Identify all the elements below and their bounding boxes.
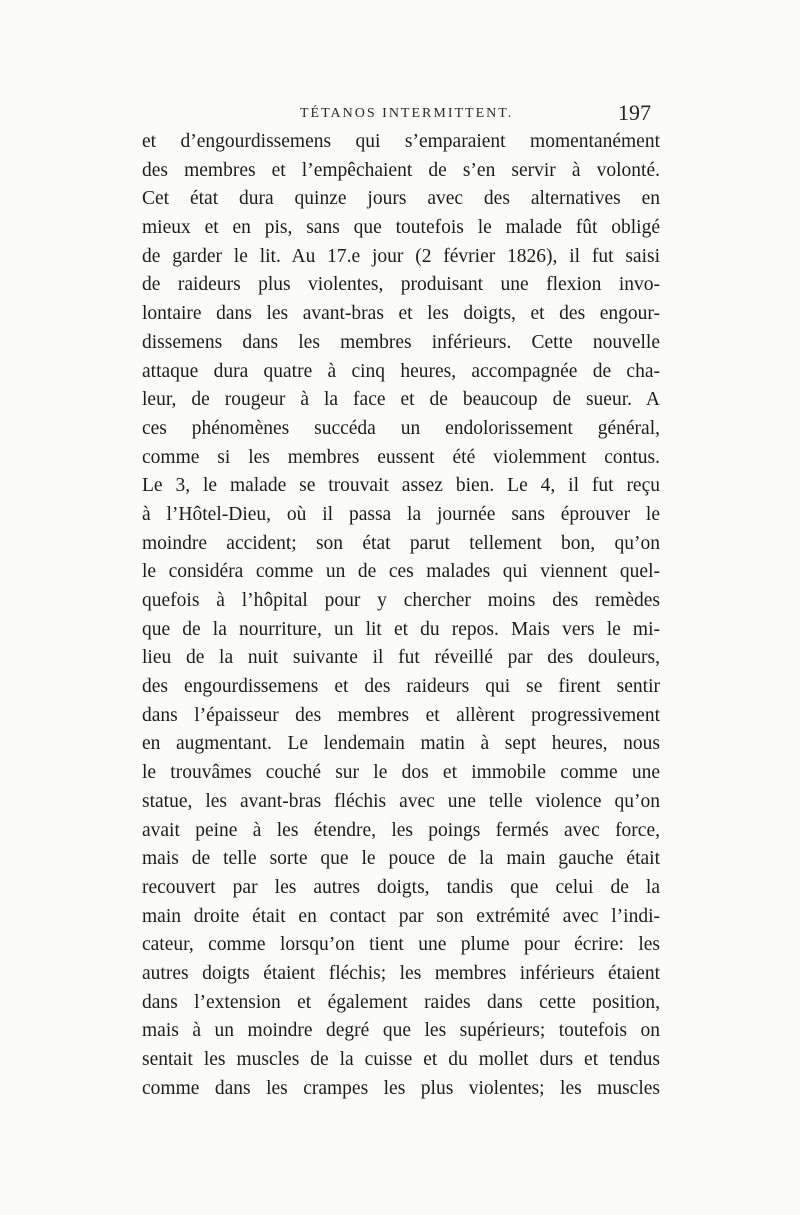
text-line: avait peine à les étendre, les poings fermés avec force,: [142, 819, 660, 841]
text-line: en augmentant. Le lendemain matin à sept heures, nous: [142, 733, 660, 755]
text-line: des membres et l’empêchaient de s’en servir à volonté.: [142, 159, 660, 181]
text-line: mais à un moindre degré que les supérieurs; toutefois on: [142, 1020, 660, 1042]
text-line: main droite était en contact par son extrémité avec l’indi-: [142, 905, 660, 927]
text-line: et d’engourdissemens qui s’emparaient momentanément: [142, 131, 660, 152]
text-line: attaque dura quatre à cinq heures, accompagnée de cha-: [142, 360, 660, 382]
text-line: leur, de rougeur à la face et de beaucoup de sueur. A: [142, 389, 660, 411]
text-line: le considéra comme un de ces malades qui viennent quel-: [142, 561, 660, 583]
text-line: lieu de la nuit suivante il fut réveillé par des douleurs,: [142, 647, 660, 669]
text-line: cateur, comme lorsqu’on tient une plume pour écrire: les: [142, 934, 660, 956]
text-line: recouvert par les autres doigts, tandis que celui de la: [142, 876, 660, 898]
page-number: 197: [618, 100, 651, 125]
text-line: ces phénomènes succéda un endolorissement général,: [142, 417, 660, 439]
text-line: des engourdissemens et des raideurs qui se firent sentir: [142, 676, 660, 698]
text-line: lontaire dans les avant-bras et les doigts, et des engour-: [142, 303, 660, 325]
running-head: [0, 100, 800, 130]
text-line: statue, les avant-bras fléchis avec une telle violence qu’on: [142, 790, 660, 812]
text-line: moindre accident; son état parut tellement bon, qu’on: [142, 532, 660, 554]
body-text: [142, 128, 660, 1103]
text-line: comme dans les crampes les plus violentes; les muscles: [142, 1077, 660, 1099]
text-line: de garder le lit. Au 17.e jour (2 février 1826), il fut saisi: [142, 245, 660, 267]
text-line: Le 3, le malade se trouvait assez bien. Le 4, il fut reçu: [142, 475, 660, 497]
text-line: que de la nourriture, un lit et du repos. Mais vers le mi-: [142, 618, 660, 640]
text-line: le trouvâmes couché sur le dos et immobile comme une: [142, 762, 660, 784]
text-line: de raideurs plus violentes, produisant une flexion invo-: [142, 274, 660, 296]
text-line: à l’Hôtel-Dieu, où il passa la journée sans éprouver le: [142, 503, 660, 525]
text-line: dans l’épaisseur des membres et allèrent progressivement: [142, 704, 660, 726]
text-line: mieux et en pis, sans que toutefois le malade fût obligé: [142, 217, 660, 239]
text-line: dans l’extension et également raides dans cette position,: [142, 991, 660, 1013]
text-line: dissemens dans les membres inférieurs. Cette nouvelle: [142, 331, 660, 353]
text-line: Cet état dura quinze jours avec des alternatives en: [142, 188, 660, 210]
text-line: sentait les muscles de la cuisse et du mollet durs et tendus: [142, 1049, 660, 1070]
text-line: quefois à l’hôpital pour y chercher moins des remèdes: [142, 590, 660, 611]
text-line: comme si les membres eussent été violemment contus.: [142, 446, 660, 468]
text-line: autres doigts étaient fléchis; les membres inférieurs étaient: [142, 962, 660, 984]
running-title: TÉTANOS INTERMITTENT.: [300, 106, 514, 121]
text-line: mais de telle sorte que le pouce de la main gauche était: [142, 848, 660, 870]
